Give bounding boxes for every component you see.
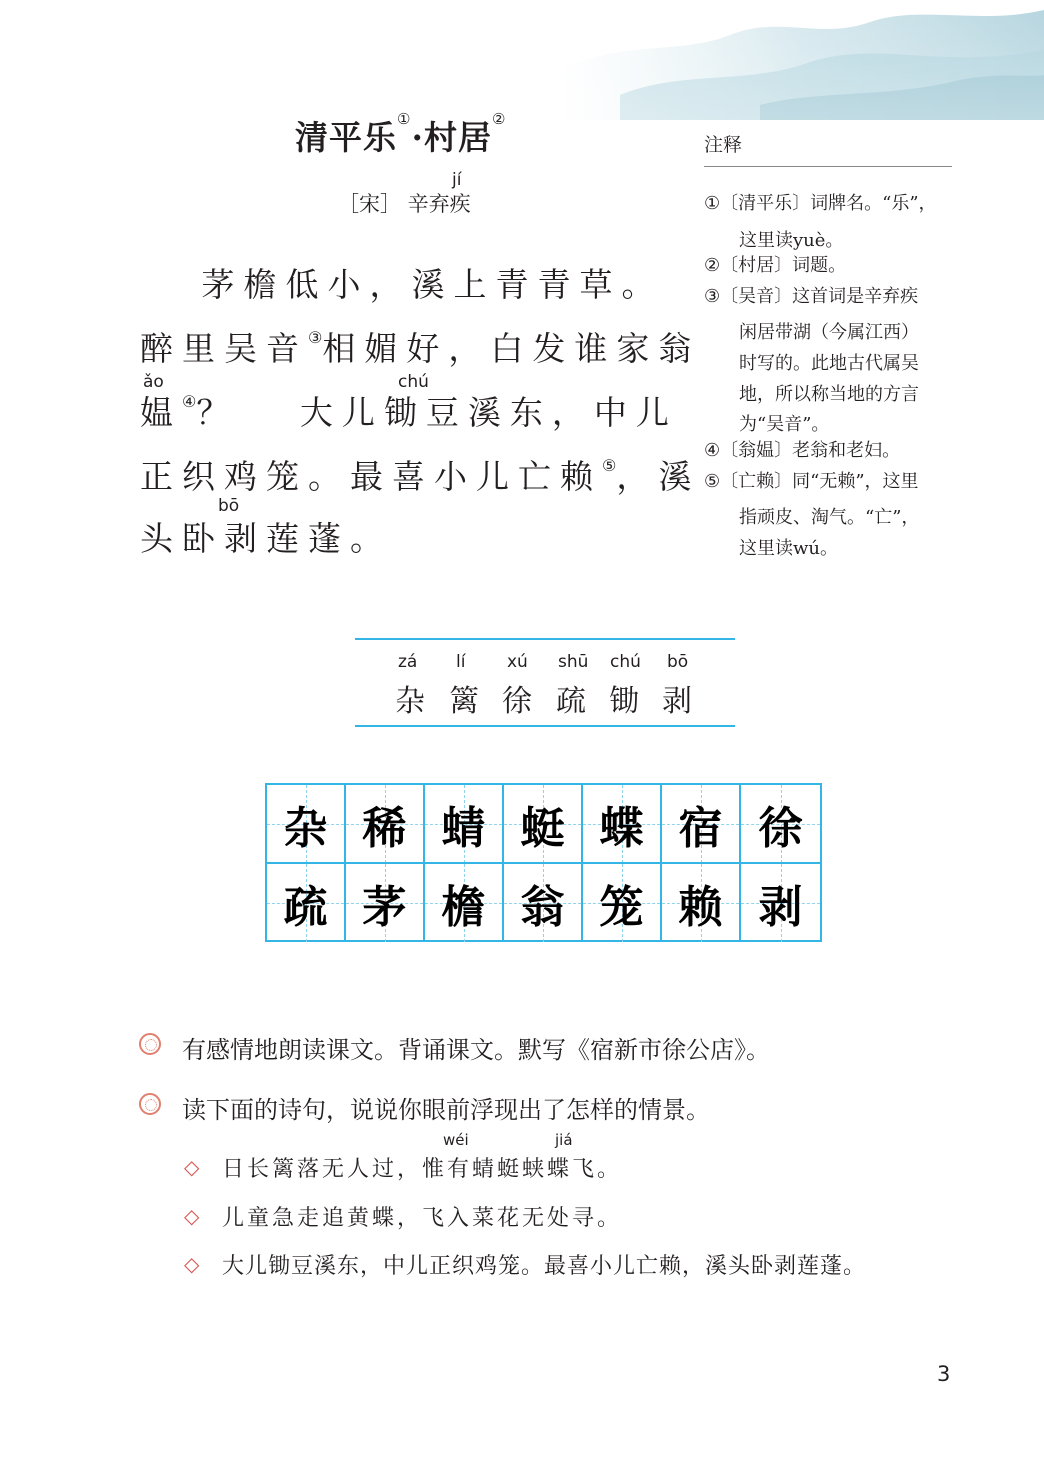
note-5-cont-1: 指顽皮、淘气。“亡”，: [739, 507, 920, 528]
poem-line-2: 醉里吴音③相媚好，白发谁家翁: [140, 328, 701, 368]
grid-cell: 茅: [346, 864, 425, 942]
diamond-bullet-icon: ◇: [184, 1252, 200, 1276]
recognize-pinyin-6: bō: [667, 652, 689, 672]
note-3-cont-1: 闲居带湖（今属江西）: [739, 322, 919, 343]
grid-cell: 蜓: [504, 785, 583, 863]
grid-cell: 蝶: [583, 785, 662, 863]
poem-line-5: 头卧剥莲蓬。: [140, 519, 392, 558]
poem-excerpt-3: 大儿锄豆溪东，中儿正织鸡笼。最喜小儿亡赖，溪头卧剥莲蓬。: [222, 1254, 867, 1279]
recognize-bottom-rule: [355, 725, 735, 727]
grid-cell: 疏: [267, 864, 346, 942]
grid-cell: 翁: [504, 864, 583, 942]
exercise-1: 有感情地朗读课文。背诵课文。默写《宿新市徐公店》。: [182, 1036, 770, 1064]
recognize-pinyin-1: zá: [398, 652, 418, 672]
poem-excerpt-1: 日长篱落无人过，惟有蜻蜓蛱蝶飞。: [222, 1157, 623, 1182]
diamond-bullet-icon: ◇: [184, 1204, 200, 1228]
recognize-pinyin-4: shū: [558, 652, 589, 672]
poem-line-4: 正织鸡笼。最喜小儿亡赖⑤，溪: [140, 456, 701, 496]
recognize-char-3: 徐: [502, 684, 532, 719]
notes-heading: 注释: [704, 134, 743, 156]
landscape-wash-decoration: [560, 0, 1044, 120]
note-ref-5: ⑤: [602, 456, 617, 475]
note-5-cont-2: 这里读wú。: [739, 538, 838, 559]
seal-icon: [139, 1093, 161, 1115]
note-2: ②〔村居〕词题。: [704, 255, 847, 276]
note-1: ①〔清平乐〕词牌名。“乐”，: [704, 193, 937, 214]
note-4: ④〔翁媪〕老翁和老妇。: [704, 440, 901, 461]
recognize-char-6: 剥: [662, 684, 692, 719]
title-note-ref-2: ②: [491, 110, 507, 128]
title-main: 清平乐: [295, 118, 397, 157]
title-note-ref-1: ①: [397, 110, 412, 128]
pinyin-wei: wéi: [443, 1131, 469, 1149]
grid-cell: 徐: [741, 785, 820, 863]
page-number: 3: [937, 1362, 951, 1386]
recognize-pinyin-2: lí: [456, 652, 466, 672]
diamond-bullet-icon: ◇: [184, 1155, 200, 1179]
exercise-2: 读下面的诗句，说说你眼前浮现出了怎样的情景。: [182, 1096, 710, 1124]
seal-icon: [139, 1033, 161, 1055]
poem-line-3: 媪④？ 大儿锄豆溪东，中儿: [140, 392, 678, 432]
recognize-pinyin-3: xú: [507, 652, 528, 672]
pinyin-chu: chú: [398, 372, 429, 392]
note-ref-4: ④: [182, 392, 197, 411]
grid-cell: 檐: [425, 864, 504, 942]
note-ref-3: ③: [308, 328, 323, 347]
note-5: ⑤〔亡赖〕同“无赖”，这里: [704, 471, 919, 492]
poem-line-1: 茅檐低小，溪上青青草。: [140, 265, 664, 304]
grid-cell: 笼: [583, 864, 662, 942]
author-pinyin: jí: [452, 170, 462, 190]
grid-cell: 剥: [741, 864, 820, 942]
grid-cell: 杂: [267, 785, 346, 863]
grid-cell: 稀: [346, 785, 425, 863]
pinyin-ao: ǎo: [143, 372, 164, 392]
poem-author: ［宋］ 辛弃疾: [338, 192, 471, 216]
recognize-char-1: 杂: [395, 684, 425, 719]
title-sub: 村居: [423, 118, 492, 157]
recognize-char-2: 篱: [449, 684, 479, 719]
notes-divider: [704, 166, 952, 167]
pinyin-bo: bō: [218, 496, 240, 516]
recognize-char-5: 锄: [609, 684, 639, 719]
note-1-cont: 这里读yuè。: [739, 230, 844, 251]
note-3: ③〔吴音〕这首词是辛弃疾: [704, 286, 919, 307]
writing-grid: [265, 783, 822, 942]
poem-excerpt-2: 儿童急走追黄蝶，飞入菜花无处寻。: [222, 1206, 623, 1231]
grid-cell: 宿: [662, 785, 741, 863]
recognize-top-rule: [355, 638, 735, 640]
recognize-pinyin-5: chú: [610, 652, 641, 672]
note-3-cont-4: 为“吴音”。: [739, 414, 830, 435]
poem-title: [295, 112, 506, 159]
note-3-cont-3: 地，所以称当地的方言: [739, 384, 919, 405]
recognize-char-4: 疏: [556, 684, 586, 719]
grid-cell: 赖: [662, 864, 741, 942]
title-separator: ·: [411, 118, 424, 157]
note-3-cont-2: 时写的。此地古代属吴: [739, 353, 919, 374]
pinyin-jia: jiá: [555, 1131, 573, 1149]
grid-cell: 蜻: [425, 785, 504, 863]
